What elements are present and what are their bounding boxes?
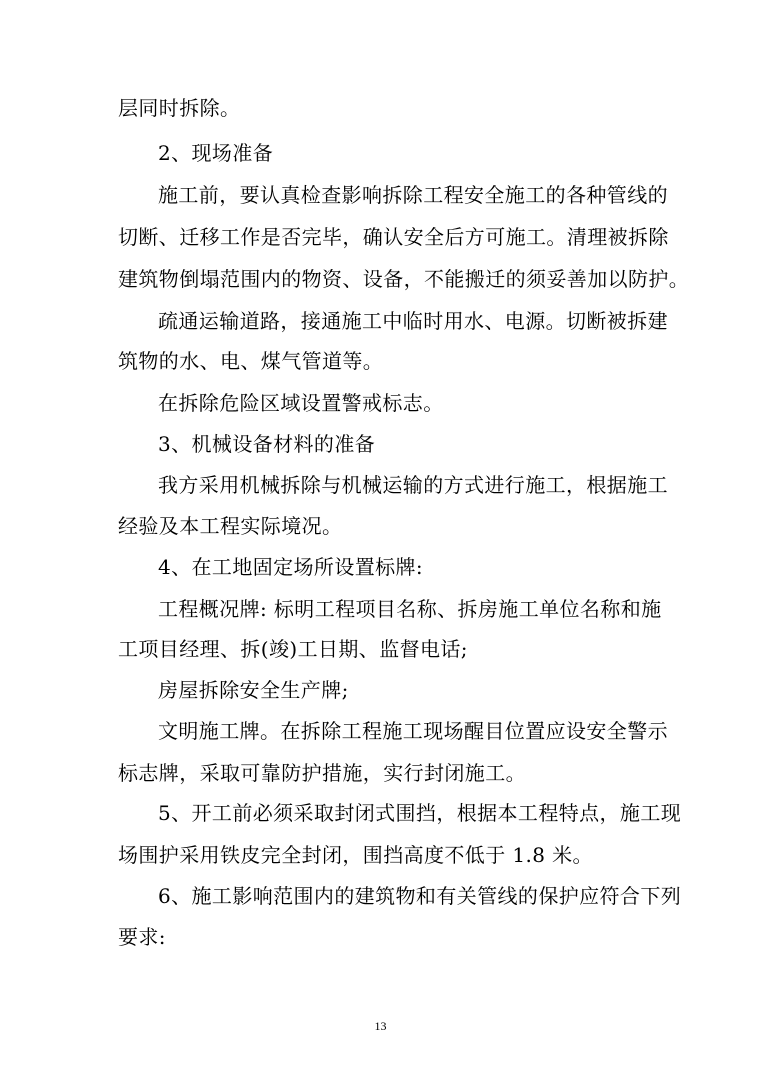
text-line-8: 在拆除危险区域设置警戒标志。 [158, 391, 444, 415]
text-line-19: 场围护采用铁皮完全封闭，围挡高度不低于 1.8 米。 [118, 843, 593, 867]
text-line-6: 疏通运输道路，接通施工中临时用水、电源。切断被拆建 [158, 309, 668, 333]
text-line-14: 工项目经理、拆(竣)工日期、监督电话; [118, 637, 468, 661]
text-line-17: 标志牌，采取可靠防护措施，实行封闭施工。 [118, 761, 526, 785]
text-line-13: 工程概况牌: 标明工程项目名称、拆房施工单位名称和施 [158, 597, 662, 621]
text-line-18: 5、开工前必须采取封闭式围挡，根据本工程特点，施工现 [158, 801, 682, 825]
section-heading-3: 3、机械设备材料的准备 [158, 432, 376, 456]
text-line-7: 筑物的水、电、煤气管道等。 [118, 349, 384, 373]
page-number: 13 [374, 1019, 387, 1033]
text-line-1: 层同时拆除。 [118, 96, 241, 120]
text-line-4: 切断、迁移工作是否完毕，确认安全后方可施工。清理被拆除 [118, 225, 669, 249]
text-line-5: 建筑物倒塌范围内的物资、设备，不能搬迁的须妥善加以防护。 [118, 267, 690, 291]
text-line-3: 施工前，要认真检查影响拆除工程安全施工的各种管线的 [158, 183, 668, 207]
text-line-15: 房屋拆除安全生产牌; [158, 678, 349, 702]
text-line-11: 经验及本工程实际境况。 [118, 514, 343, 538]
text-line-21: 要求: [118, 925, 166, 949]
section-heading-4: 4、在工地固定场所设置标牌: [158, 555, 424, 579]
text-line-16: 文明施工牌。在拆除工程施工现场醒目位置应设安全警示 [158, 719, 668, 743]
text-line-10: 我方采用机械拆除与机械运输的方式进行施工，根据施工 [158, 473, 668, 497]
text-line-20: 6、施工影响范围内的建筑物和有关管线的保护应符合下列 [158, 884, 682, 908]
section-heading-2: 2、现场准备 [158, 141, 274, 165]
